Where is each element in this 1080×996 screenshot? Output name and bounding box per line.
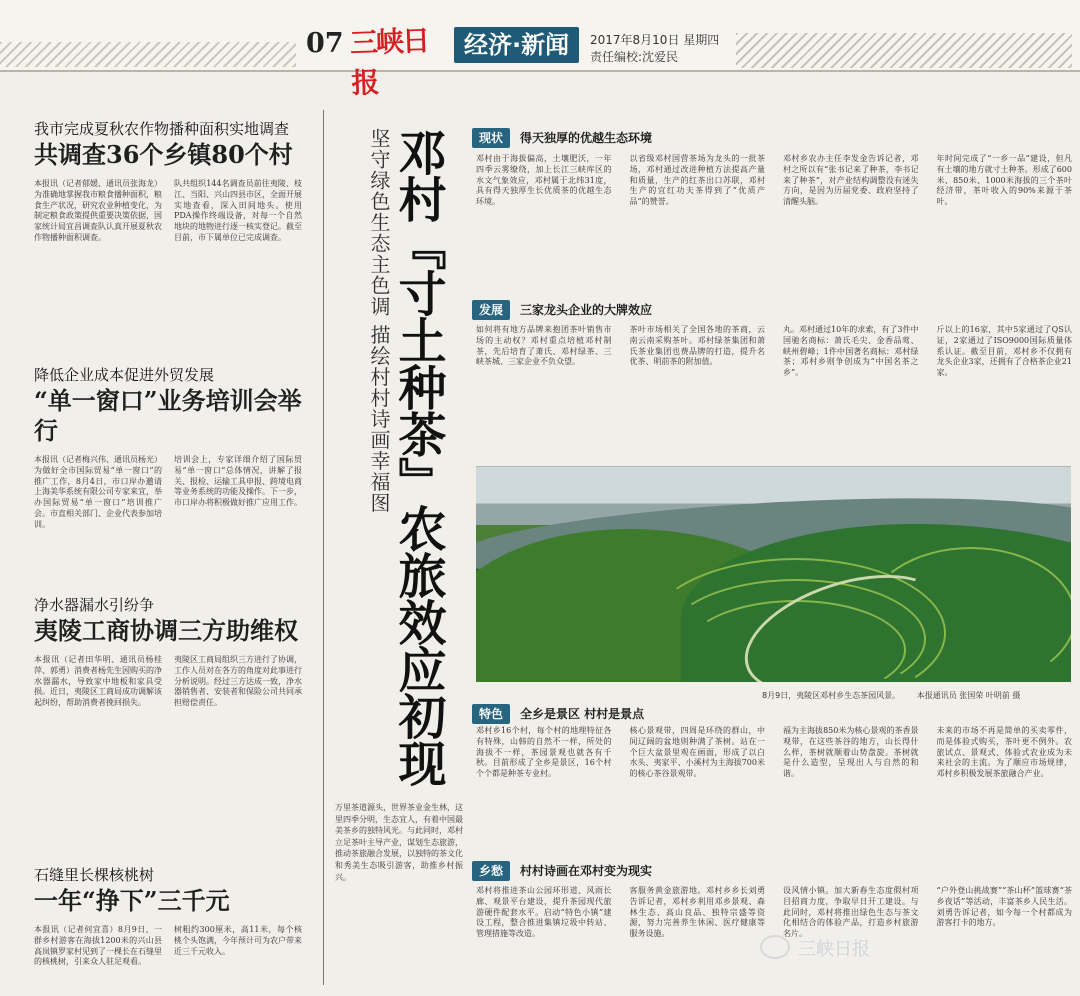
section-tag: 发展	[472, 300, 510, 320]
story-body-column: 本报讯（记者梅兴伟、通讯员杨光）为做好全市国际贸易“单一窗口”的推广工作，8月4日，市口岸办邀请上海美华系统有限公司专家来宜，举办国际贸易“单一窗口”培训推广会。市直相关部门、企业代表参加培训。	[34, 455, 162, 529]
story-body-column: 队共组织144名调查员前往夷陵、枝江、当阳、兴山四县市区，全面开展实地查看，深入田间地头。使用PDA操作终端设备，对每一个自然地块的地物进行逐一核实登记。截至目前，市下属单位已完成调查。	[174, 179, 302, 242]
section-tag: 特色	[472, 704, 510, 724]
section-body-column: 设风情小镇。加大新春生态度假村项目招商力度，争取早日开工建设。与此同时，邓村将推出绿色生态与茶文化相结合的体验产品，打造乡村旅游名片。	[783, 886, 919, 939]
story-kicker: 石缝里长棵核桃树	[34, 866, 155, 884]
watermark-text: 三峡日报	[798, 939, 870, 960]
story-headline: 一年“挣下”三千元	[34, 886, 230, 915]
story-body-column: 本报讯（记者何宜喜）8月9日，一群乡村游客在海拔1200米的兴山县高岚镇罗家村见到了一棵长在石缝里的核桃树，引来众人驻足观看。	[34, 925, 162, 967]
story-body-column: 夷陵区工商局组织三方进行了协调，工作人员对在各方的角度对此事进行分析说明。经过三方达成一致，净水器销售者、安装者和保险公司共同承担赔偿责任。	[174, 655, 302, 708]
feature-title: 邓村『寸土种茶』农旅效应初现	[390, 128, 446, 786]
editor-line: 责任编校:沈爱民	[590, 50, 679, 64]
section-body-column: 客服务黄金旅游地。邓村乡乡长刘勇告诉记者，邓村乡利用邓乡景观、森林生态、高山良品、独特宗盛等资源，努力完善养生休闲、医疗健康等服务设施。	[629, 886, 765, 939]
section-body-column: 如何将有地方品牌来抱团茶叶销售市场的主动权？邓村重点培植邓村制茶，先后培育了萧氏、邓村绿茶、三峡茶城、三家企业不负众望。	[476, 325, 612, 367]
story-body-column: 树粗约300厘米，高11米，每个核桃个头饱满，今年预计可为农户带来近三千元收入。	[174, 925, 302, 956]
story-headline: 夷陵工商协调三方助维权	[34, 616, 298, 645]
watermark	[760, 930, 1050, 966]
header-pattern-left	[0, 42, 296, 67]
story-headline: 共调查36个乡镇80个村	[34, 140, 293, 169]
photo-credit: 本报通讯员 张国荣 叶明前 摄	[916, 691, 1021, 700]
status-section	[472, 128, 1072, 288]
page-header	[0, 0, 1080, 100]
section-body-column: 核心景观带，四周是环绕的群山，中间辽阔的盆地则种满了茶树。站在一个巨大盆景里观在画面，形成了以白水头、夷家平、小溪村为主海拔700米的核心茶谷景观带。	[629, 726, 765, 779]
page-number: 07	[306, 28, 344, 59]
left-news-column	[34, 108, 302, 996]
section-title: 三家龙头企业的大牌效应	[520, 303, 653, 317]
story-body-column: 本报讯（记者田华明、通讯员杨桂萍、郭勇）消费者杨先生因购买的净水器漏水，导致家中地板和家具受损。近日，夷陵区工商局成功调解该起纠纷，帮助消费者挽回损失。	[34, 655, 162, 708]
water-purifier-story	[34, 596, 302, 709]
rural-poetry-section	[472, 861, 1072, 987]
photo-caption	[762, 690, 1072, 701]
story-body-column: 培训会上，专家详细介绍了国际贸易“单一窗口”总体情况，讲解了报关、报检、运输工具申报、跨境电商等业务系统的功能及操作。下一步，市口岸办将积极做好推广应用工作。	[174, 455, 302, 508]
section-body-column: “户外登山挑战赛”“茶山杯”篮球赛“茶乡夜话”等活动，丰富茶乡人民生活。刘勇告诉记者，如今每一个村都成为游客打卡的地方。	[936, 886, 1072, 928]
photo-caption-text: 8月9日，夷陵区邓村乡生态茶园风景。	[762, 691, 901, 700]
newspaper-logo: 三峡日报	[349, 24, 429, 100]
header-pattern-right	[736, 33, 1072, 68]
publication-date: 2017年8月10日 星期四	[590, 33, 720, 47]
section-body-column: 茶叶市场相关了全国各地的茶商，云南云南采购茶叶。邓村绿茶集团和萧氏茶业集团也费品牌的打造，提升名优茶、明前茶的附加值。	[629, 325, 765, 367]
story-kicker: 我市完成夏秋农作物播种面积实地调查	[34, 120, 290, 138]
section-title: 村村诗画在邓村变为现实	[520, 864, 653, 878]
story-kicker: 净水器漏水引纷争	[34, 596, 155, 614]
section-body-column: 斤以上的16家，其中5家通过了QS认证，2家通过了ISO9000国际质量体系认证。截至目前，邓村乡不仅拥有龙头企业3家，还拥有了合格茶企业21家。	[936, 325, 1072, 378]
section-body-column: 邓村乡农办主任李发金告诉记者，邓村之所以有“张书记来了种茶，李书记来了种茶”，对产业结构调整没有迷失方向，是因为历届党委、政府坚持了清醒头脑。	[783, 154, 919, 207]
tea-garden-photo	[476, 466, 1071, 682]
story-body-column: 本报讯（记者郁媛、通讯员张海龙）为准确地掌握我市粮食播种面积，粮食生产状况，研究农业种植变化，为制定粮食政策提供重要决策依据，国家统计局宜昌调查队认真开展夏秋农作物播种面积调查。	[34, 179, 162, 242]
single-window-story	[34, 366, 302, 531]
section-title: 得天独厚的优越生态环境	[520, 131, 653, 145]
section-body-column: 邓村将推进茶山公园环形道、风雨长廊、观景平台建设，提升茶园现代旅游硬件配套水平。启动“特色小镇”建设工程，整合推进集镇垃圾中转站、管理措施等改造。	[476, 886, 612, 939]
story-kicker: 降低企业成本促进外贸发展	[34, 366, 215, 384]
section-label: 经济·新闻	[454, 27, 579, 63]
column-divider	[323, 110, 324, 985]
section-title: 全乡是景区 村村是景点	[520, 707, 645, 721]
section-body-column: 以省级邓村国营茶场为龙头的一批茶场，邓村通过改进种植方法提高产量和质量，生产的红茶出口苏联，邓村生产的宜红功夫茶得到了“优质产品”的赞誉。	[629, 154, 765, 207]
feature-intro: 万里茶道源头，世界茶业金生林，这里四季分明，生态宜人，有着中国最美茶乡的独特风光。与此同时，邓村立足茶叶主导产业，谋划生态旅游，推动茶旅融合发展，以独特的茶文化和秀美生态吸引游客，助推乡村振兴。	[335, 803, 463, 882]
crop-survey-story	[34, 120, 302, 244]
walnut-tree-story	[34, 866, 302, 968]
section-body-column: 福为主海拔850米为核心景观的茶香景观带，在这些茶谷的地方，山长得什么样，茶树就顺着山势盘旋。茶树就是什么造型，呈现出人与自然的和谐。	[783, 726, 919, 779]
section-tag: 现状	[472, 128, 510, 148]
section-body-column: 邓村乡16个村，每个村的地理特征各有特殊，山韩的自然不一样，所处的海拔不一样，茶园景观也就各有千秋。目前形成了全乡是景区，16个村个个都是种茶专业村。	[476, 726, 612, 779]
feature-section	[472, 704, 1072, 864]
section-body-column: 年时间完成了“一乡一品”建设，但凡有土壤的地方就寸土种茶。形成了600米、850米、1000米海拔的三个茶叶经济带，茶叶收入的90%来源于茶叶。	[936, 154, 1072, 207]
story-headline: “单一窗口”业务培训会举行	[34, 386, 302, 445]
development-section	[472, 300, 1072, 460]
section-body-column: 丸。邓村通过10年的求索，有了3件中国驰名商标：萧氏毛尖、金香品莺、峡州碧峰；1件中国著名商标：邓村绿茶；邓村乡则争创成为“中国名茶之乡”。	[783, 325, 919, 378]
section-body-column: 邓村由于海拔偏高，土壤肥沃，一年四季云雾缭绕，加上长江三峡库区的水文气象效应，邓村属于北纬31度，具有得天独厚生长优质茶的优越生态环境。	[476, 154, 612, 207]
section-tag: 乡愁	[472, 861, 510, 881]
section-body-column: 未来的市场不再是简单的买卖零件，而是体验式购买，茶叶更不例外。农旅试点、景观式、体验式农业成为未来社会的主流。为了顺应市场规律，邓村乡积极发展茶旅融合产业。	[936, 726, 1072, 779]
feature-subtitle: 坚守绿色生态主色调 描绘村村诗画幸福图	[367, 128, 391, 514]
watermark-icon	[760, 935, 790, 959]
